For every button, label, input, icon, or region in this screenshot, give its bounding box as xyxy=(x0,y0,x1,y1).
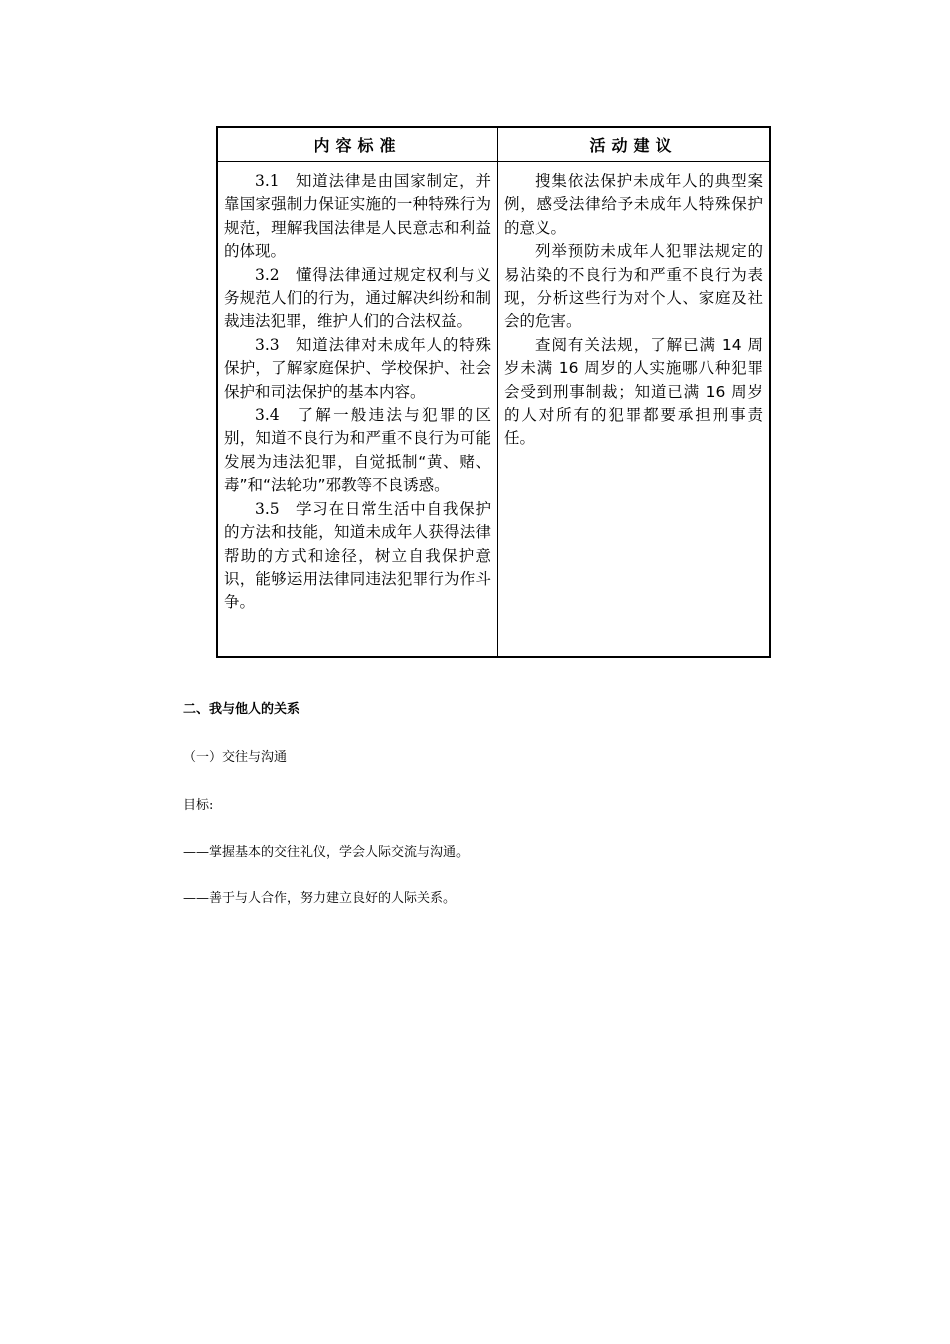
content-standards-cell xyxy=(218,162,498,656)
standard-number: 3.3 xyxy=(255,335,280,354)
standard-item xyxy=(224,498,491,615)
goal-item: ——掌握基本的交往礼仪，学会人际交流与沟通。 xyxy=(183,845,470,860)
goals-label: 目标: xyxy=(183,798,214,813)
standard-item xyxy=(224,334,491,404)
activity-suggestions-cell xyxy=(498,162,769,656)
standard-text: 了解一般违法与犯罪的区别，知道不良行为和严重不良行为可能发展为违法犯罪，自觉抵制“黄、赌、毒”和“法轮功”邪教等不良诱惑。 xyxy=(224,406,491,495)
standard-text: 知道法律是由国家制定，并靠国家强制力保证实施的一种特殊行为规范，理解我国法律是人民意志和利益的体现。 xyxy=(224,172,491,261)
standard-item xyxy=(224,404,491,498)
standard-text: 学习在日常生活中自我保护的方法和技能，知道未成年人获得法律帮助的方式和途径，树立自我保护意识，能够运用法律同违法犯罪行为作斗争。 xyxy=(224,499,491,612)
suggestion-item: 查阅有关法规，了解已满 14 周岁未满 16 周岁的人实施哪八种犯罪会受到刑事制裁；知道已满 16 周岁的人对所有的犯罪都要承担刑事责任。 xyxy=(504,335,763,448)
standard-text: 懂得法律通过规定权利与义务规范人们的行为，通过解决纠纷和制裁违法犯罪，维护人们的合法权益。 xyxy=(224,265,491,331)
goal-item: ——善于与人合作，努力建立良好的人际关系。 xyxy=(183,891,457,906)
standard-item xyxy=(224,264,491,334)
standard-text: 知道法律对未成年人的特殊保护，了解家庭保护、学校保护、社会保护和司法保护的基本内容。 xyxy=(224,335,491,401)
standard-number: 3.4 xyxy=(255,406,280,425)
standard-number: 3.1 xyxy=(255,172,280,190)
standards-table xyxy=(216,126,771,658)
header-content-standards: 内容标准 xyxy=(218,128,498,162)
standard-number: 3.5 xyxy=(255,499,280,518)
standard-item xyxy=(224,170,491,264)
subsection-title: （一）交往与沟通 xyxy=(183,750,288,765)
suggestion-item: 搜集依法保护未成年人的典型案例，感受法律给予未成年人特殊保护的意义。 xyxy=(504,172,763,237)
suggestion-item: 列举预防未成年人犯罪法规定的易沾染的不良行为和严重不良行为表现，分析这些行为对个人、家庭及社会的危害。 xyxy=(504,242,763,331)
section-title: 二、我与他人的关系 xyxy=(183,702,301,717)
header-activity-suggestions: 活动建议 xyxy=(498,128,769,162)
standard-number: 3.2 xyxy=(255,265,280,284)
